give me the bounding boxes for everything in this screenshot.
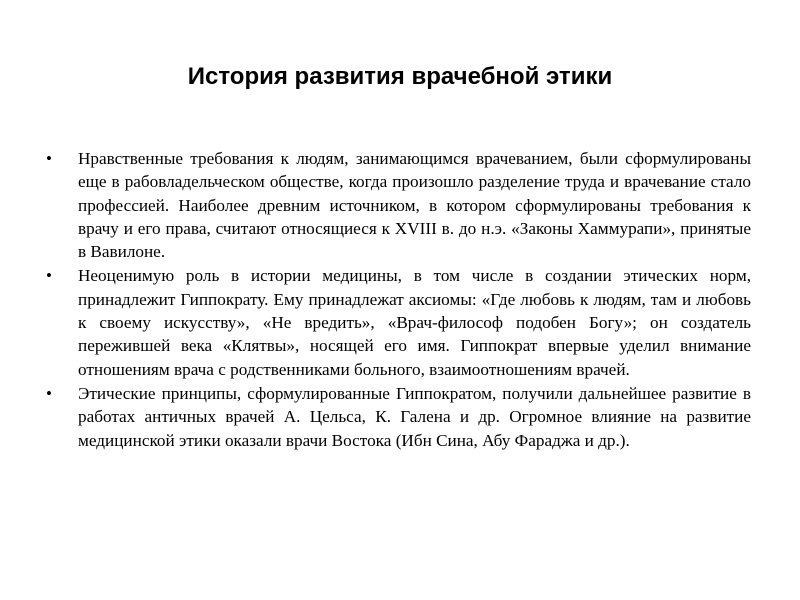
bullet-item	[46, 147, 751, 263]
bullet-text: Нравственные требования к людям, занимающимся врачеванием, были сформулированы еще в рабовладельческом обществе, когда произошло разделение труда и врачевание стало профессией. Наиболее древним источником, в котором сформулированы требования к врачу и его права, считают относящиеся к XVIII в. до н.э. «Законы Хаммурапи», принятые в Вавилоне.	[78, 149, 751, 262]
bullet-item	[46, 264, 751, 380]
bullet-item	[46, 382, 751, 452]
bullet-text: Этические принципы, сформулированные Гиппократом, получили дальнейшее развитие в работах античных врачей А. Цельса, К. Галена и др. Огромное влияние на развитие медицинской этики оказали врачи Востока (Ибн Сина, Абу Фараджа и др.).	[78, 383, 751, 450]
bullet-icon: •	[46, 149, 52, 168]
bullet-text: Неоценимую роль в истории медицины, в том числе в создании этических норм, принадлежит Гиппократу. Ему принадлежат аксиомы: «Где любовь к людям, там и любовь к своему искусству», «Не вредить», «Врач-философ подобен Богу»; он создатель пережившей века «Клятвы», носящей его имя. Гиппократ впервые уделил внимание отношениям врача с родственниками больного, взаимоотношениям врачей.	[78, 266, 751, 379]
slide-title: История развития врачебной этики	[187, 63, 613, 90]
bullet-icon: •	[46, 266, 52, 286]
bullet-list	[46, 147, 751, 453]
bullet-icon: •	[46, 383, 52, 403]
